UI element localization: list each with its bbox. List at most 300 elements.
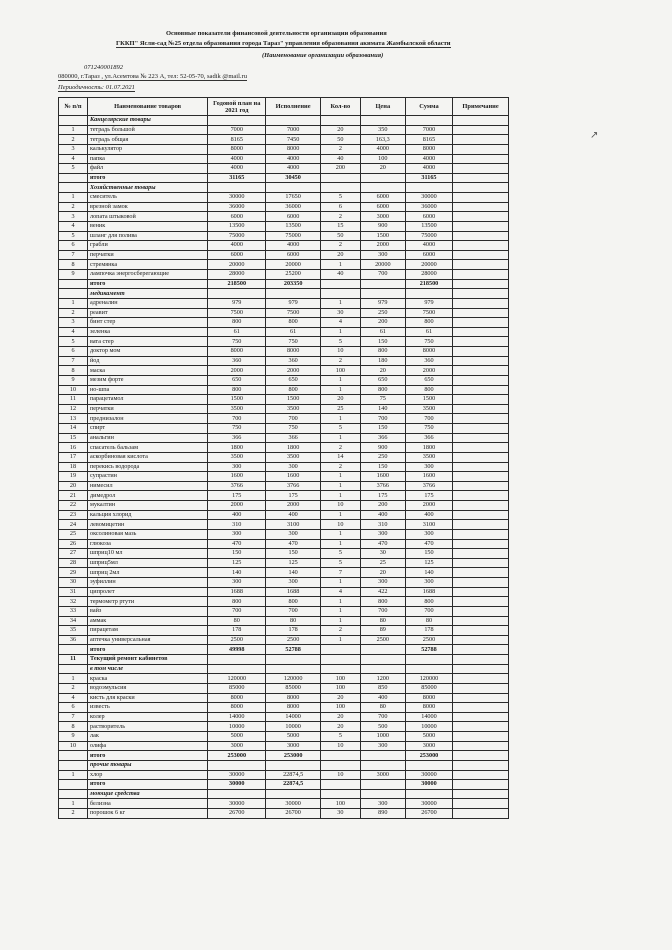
cell-plan: 218500 [208, 279, 266, 289]
cell-sum: 8165 [405, 135, 452, 145]
cell-plan: 30000 [208, 780, 266, 790]
table-row [59, 221, 509, 231]
cell-number: 9 [59, 375, 88, 385]
cell-name: смеситель [87, 193, 207, 203]
cell-price: 89 [360, 626, 405, 636]
table-row [59, 173, 509, 183]
cell-quantity: 1 [321, 375, 361, 385]
cell-plan: 360 [208, 356, 266, 366]
cell-execution: 30000 [266, 799, 321, 809]
cell-price: 200 [360, 318, 405, 328]
cell-note [453, 529, 509, 539]
cell-number: 1 [59, 674, 88, 684]
cell-quantity: 1 [321, 578, 361, 588]
cell-plan: 85000 [208, 683, 266, 693]
cell-price [360, 751, 405, 761]
org-name: ГККП" Ясли-сад №25 отдела образования города Тараз" управления образования акимата Жамбылской области [116, 40, 451, 47]
cell-price: 2000 [360, 241, 405, 251]
table-row [59, 385, 509, 395]
cell-sum: 4000 [405, 164, 452, 174]
table-row [59, 520, 509, 530]
cell-execution: 120000 [266, 674, 321, 684]
table-row [59, 260, 509, 270]
table-row [59, 741, 509, 751]
cell-note [453, 241, 509, 251]
cell-name: глюкоза [87, 539, 207, 549]
cell-execution: 150 [266, 549, 321, 559]
cell-plan: 178 [208, 626, 266, 636]
cell-plan: 650 [208, 375, 266, 385]
cell-name: перчатки [87, 250, 207, 260]
table-row [59, 193, 509, 203]
cell-sum: 6000 [405, 250, 452, 260]
cell-number: 30 [59, 578, 88, 588]
cell-name: вата стер [87, 337, 207, 347]
cell-execution: 6000 [266, 212, 321, 222]
cell-quantity: 1 [321, 529, 361, 539]
cell-execution: 5000 [266, 732, 321, 742]
cell-quantity [321, 780, 361, 790]
table-row [59, 539, 509, 549]
cell-price: 250 [360, 452, 405, 462]
cell-note [453, 472, 509, 482]
cell-execution: 800 [266, 597, 321, 607]
cell-price: 979 [360, 298, 405, 308]
cell-sum: 1800 [405, 443, 452, 453]
cell-number: 9 [59, 732, 88, 742]
cell-execution: 3000 [266, 741, 321, 751]
cell-number: 33 [59, 606, 88, 616]
cell-plan: 300 [208, 578, 266, 588]
cell-sum: 1600 [405, 472, 452, 482]
cell-plan [208, 655, 266, 665]
cell-name: в том числе [87, 664, 207, 674]
table-row [59, 327, 509, 337]
cell-execution: 650 [266, 375, 321, 385]
cell-execution: 2500 [266, 635, 321, 645]
cell-quantity [321, 645, 361, 655]
cell-sum [405, 183, 452, 193]
cell-quantity: 2 [321, 144, 361, 154]
cell-plan: 4000 [208, 241, 266, 251]
cell-number: 34 [59, 616, 88, 626]
cell-sum [405, 655, 452, 665]
cell-plan: 979 [208, 298, 266, 308]
table-row [59, 356, 509, 366]
cell-price: 150 [360, 462, 405, 472]
cell-name: тетрадь большой [87, 125, 207, 135]
cell-plan: 20000 [208, 260, 266, 270]
cell-number: 6 [59, 241, 88, 251]
cell-price [360, 760, 405, 770]
cell-execution: 125 [266, 558, 321, 568]
cell-quantity: 200 [321, 164, 361, 174]
cell-price: 1600 [360, 472, 405, 482]
cell-price: 80 [360, 616, 405, 626]
cell-quantity: 30 [321, 308, 361, 318]
cell-price: 700 [360, 270, 405, 280]
table-row [59, 751, 509, 761]
cell-price: 1500 [360, 231, 405, 241]
cell-plan: 2500 [208, 635, 266, 645]
cell-execution: 1800 [266, 443, 321, 453]
cell-number: 1 [59, 193, 88, 203]
cell-plan: 800 [208, 597, 266, 607]
cell-note [453, 135, 509, 145]
cell-sum: 140 [405, 568, 452, 578]
cell-plan: 8165 [208, 135, 266, 145]
cell-number: 5 [59, 231, 88, 241]
cell-execution: 300 [266, 578, 321, 588]
cell-sum: 80 [405, 616, 452, 626]
cell-plan: 75000 [208, 231, 266, 241]
cell-number: 3 [59, 212, 88, 222]
cell-sum: 5000 [405, 732, 452, 742]
col-header-name: Наименование товаров [87, 98, 207, 116]
cell-sum: 300 [405, 529, 452, 539]
cell-note [453, 587, 509, 597]
cell-quantity: 6 [321, 202, 361, 212]
cell-execution: 7000 [266, 125, 321, 135]
cell-quantity: 20 [321, 125, 361, 135]
cell-plan: 300 [208, 462, 266, 472]
cell-number [59, 289, 88, 299]
cell-name: Текущий ремонт кабинетов [87, 655, 207, 665]
cell-execution: 10000 [266, 722, 321, 732]
table-row [59, 770, 509, 780]
cell-plan: 366 [208, 433, 266, 443]
cell-name: шприц5мл [87, 558, 207, 568]
cell-quantity: 20 [321, 693, 361, 703]
cell-number: 8 [59, 722, 88, 732]
table-row [59, 645, 509, 655]
cell-sum: 6000 [405, 212, 452, 222]
cell-price: 650 [360, 375, 405, 385]
cell-price [360, 289, 405, 299]
cell-name: маска [87, 366, 207, 376]
cell-quantity: 50 [321, 231, 361, 241]
cell-number [59, 789, 88, 799]
col-header-execution: Исполнение [266, 98, 321, 116]
cell-plan: 28000 [208, 270, 266, 280]
cell-execution: 17650 [266, 193, 321, 203]
cell-number: 29 [59, 568, 88, 578]
cell-sum: 31165 [405, 173, 452, 183]
cell-quantity: 1 [321, 327, 361, 337]
cell-note [453, 279, 509, 289]
cell-execution: 8000 [266, 347, 321, 357]
cell-price: 850 [360, 683, 405, 693]
cell-quantity: 1 [321, 433, 361, 443]
cell-number [59, 183, 88, 193]
cell-note [453, 674, 509, 684]
cell-quantity: 40 [321, 154, 361, 164]
cell-price: 300 [360, 529, 405, 539]
cell-name: аммак [87, 616, 207, 626]
table-row [59, 481, 509, 491]
cell-plan: 1688 [208, 587, 266, 597]
cell-name: лампочка энергосберегающие [87, 270, 207, 280]
cell-execution: 13500 [266, 221, 321, 231]
cell-note [453, 732, 509, 742]
cell-price: 422 [360, 587, 405, 597]
cell-execution: 253000 [266, 751, 321, 761]
cell-quantity: 10 [321, 770, 361, 780]
cell-name: мукалтин [87, 501, 207, 511]
table-row [59, 183, 509, 193]
col-header-price: Цена [360, 98, 405, 116]
period-line: Периодичность: 01.07.2021 [58, 84, 135, 91]
cell-plan: 175 [208, 491, 266, 501]
cell-plan: 30000 [208, 193, 266, 203]
cell-plan: 8000 [208, 703, 266, 713]
cell-sum: 3766 [405, 481, 452, 491]
cell-number: 6 [59, 703, 88, 713]
cell-note [453, 703, 509, 713]
table-row [59, 270, 509, 280]
cell-execution: 14000 [266, 712, 321, 722]
table-row [59, 125, 509, 135]
cell-name: хлор [87, 770, 207, 780]
cell-note [453, 510, 509, 520]
cell-quantity: 5 [321, 732, 361, 742]
cell-quantity: 100 [321, 799, 361, 809]
cell-name: кальция хлорид [87, 510, 207, 520]
cell-note [453, 260, 509, 270]
cell-name: левомицетин [87, 520, 207, 530]
cell-execution: 400 [266, 510, 321, 520]
cell-sum: 218500 [405, 279, 452, 289]
cell-number: 24 [59, 520, 88, 530]
cell-number: 2 [59, 135, 88, 145]
cell-note [453, 395, 509, 405]
cell-price: 900 [360, 443, 405, 453]
cell-number: 5 [59, 337, 88, 347]
cell-quantity: 10 [321, 347, 361, 357]
cell-number [59, 780, 88, 790]
cell-number: 4 [59, 221, 88, 231]
cell-note [453, 616, 509, 626]
cell-note [453, 789, 509, 799]
cell-execution: 8000 [266, 703, 321, 713]
cell-quantity: 2 [321, 212, 361, 222]
cell-number: 7 [59, 712, 88, 722]
cell-note [453, 751, 509, 761]
cell-name: колер [87, 712, 207, 722]
cell-price: 900 [360, 221, 405, 231]
cell-execution: 750 [266, 424, 321, 434]
table-row [59, 703, 509, 713]
cell-price: 300 [360, 578, 405, 588]
col-header-plan: Годовой план на 2021 год [208, 98, 266, 116]
cell-sum: 470 [405, 539, 452, 549]
table-row [59, 250, 509, 260]
cell-price [360, 664, 405, 674]
cell-sum: 10000 [405, 722, 452, 732]
cell-quantity [321, 760, 361, 770]
cell-plan: 26700 [208, 809, 266, 819]
cell-number: 22 [59, 501, 88, 511]
cell-quantity: 5 [321, 558, 361, 568]
cell-sum: 700 [405, 414, 452, 424]
cell-number: 2 [59, 683, 88, 693]
cell-note [453, 693, 509, 703]
cell-price: 180 [360, 356, 405, 366]
cell-note [453, 578, 509, 588]
cell-plan: 750 [208, 337, 266, 347]
cell-execution: 700 [266, 414, 321, 424]
cell-quantity: 2 [321, 626, 361, 636]
cell-number: 2 [59, 308, 88, 318]
table-row [59, 404, 509, 414]
cell-number: 1 [59, 799, 88, 809]
cell-quantity: 10 [321, 501, 361, 511]
cell-quantity: 1 [321, 260, 361, 270]
cell-number: 21 [59, 491, 88, 501]
table-row [59, 510, 509, 520]
cell-sum: 700 [405, 606, 452, 616]
cell-price: 100 [360, 154, 405, 164]
cell-quantity: 1 [321, 616, 361, 626]
cell-execution: 300 [266, 462, 321, 472]
cell-note [453, 549, 509, 559]
cell-price: 350 [360, 125, 405, 135]
cell-number: 8 [59, 366, 88, 376]
cell-sum: 253000 [405, 751, 452, 761]
cell-number: 3 [59, 318, 88, 328]
cell-plan: 300 [208, 529, 266, 539]
table-row [59, 337, 509, 347]
cell-note [453, 501, 509, 511]
table-row [59, 780, 509, 790]
cell-execution [266, 655, 321, 665]
cell-quantity [321, 789, 361, 799]
cell-name: водоэмульсия [87, 683, 207, 693]
cell-price: 4000 [360, 144, 405, 154]
cell-quantity: 5 [321, 424, 361, 434]
cell-name: итого [87, 751, 207, 761]
cell-note [453, 424, 509, 434]
table-row [59, 318, 509, 328]
cell-execution: 175 [266, 491, 321, 501]
cell-note [453, 347, 509, 357]
cell-execution: 700 [266, 606, 321, 616]
cell-price [360, 183, 405, 193]
cell-quantity: 100 [321, 683, 361, 693]
cell-sum: 28000 [405, 270, 452, 280]
cell-price: 300 [360, 250, 405, 260]
cell-quantity: 10 [321, 520, 361, 530]
table-row [59, 529, 509, 539]
cell-plan: 3766 [208, 481, 266, 491]
cell-quantity [321, 116, 361, 126]
cell-sum: 8000 [405, 347, 452, 357]
cell-name: доктор мом [87, 347, 207, 357]
cell-plan: 1500 [208, 395, 266, 405]
cell-sum: 979 [405, 298, 452, 308]
table-row [59, 558, 509, 568]
cell-plan: 140 [208, 568, 266, 578]
table-row [59, 616, 509, 626]
cell-execution: 8000 [266, 693, 321, 703]
cell-note [453, 606, 509, 616]
cell-execution: 3100 [266, 520, 321, 530]
cell-quantity: 4 [321, 587, 361, 597]
cell-note [453, 212, 509, 222]
cell-number: 31 [59, 587, 88, 597]
cell-name: медикамент [87, 289, 207, 299]
cell-number [59, 279, 88, 289]
table-row [59, 674, 509, 684]
cell-name: нимесил [87, 481, 207, 491]
cell-note [453, 520, 509, 530]
cell-note [453, 770, 509, 780]
cell-name: известь [87, 703, 207, 713]
cell-price: 890 [360, 809, 405, 819]
cell-price: 20 [360, 568, 405, 578]
cell-execution: 360 [266, 356, 321, 366]
cell-price: 61 [360, 327, 405, 337]
cell-number: 2 [59, 202, 88, 212]
cell-number: 8 [59, 260, 88, 270]
cell-execution: 4000 [266, 241, 321, 251]
cell-plan [208, 664, 266, 674]
cell-sum: 400 [405, 510, 452, 520]
cell-name: Хозяйственные товары [87, 183, 207, 193]
cell-plan: 800 [208, 318, 266, 328]
cell-quantity: 1 [321, 597, 361, 607]
cell-execution: 979 [266, 298, 321, 308]
cell-price [360, 645, 405, 655]
cell-sum: 30000 [405, 780, 452, 790]
table-row [59, 164, 509, 174]
cell-number: 35 [59, 626, 88, 636]
cell-note [453, 193, 509, 203]
cell-note [453, 664, 509, 674]
cell-price: 30 [360, 549, 405, 559]
cell-name: лопата штыковой [87, 212, 207, 222]
table-row [59, 760, 509, 770]
cell-execution: 75000 [266, 231, 321, 241]
cell-sum [405, 116, 452, 126]
cell-number: 2 [59, 809, 88, 819]
cell-name: супрастин [87, 472, 207, 482]
cell-plan: 120000 [208, 674, 266, 684]
cell-plan [208, 183, 266, 193]
cell-note [453, 645, 509, 655]
cell-price: 150 [360, 424, 405, 434]
cell-quantity [321, 655, 361, 665]
cell-execution: 3500 [266, 452, 321, 462]
cell-number: 25 [59, 529, 88, 539]
table-row [59, 308, 509, 318]
table-row [59, 501, 509, 511]
table-row [59, 443, 509, 453]
table-row [59, 462, 509, 472]
table-row [59, 116, 509, 126]
cell-execution: 470 [266, 539, 321, 549]
finance-table [58, 97, 509, 819]
cell-name: папка [87, 154, 207, 164]
cell-execution: 26700 [266, 809, 321, 819]
cell-note [453, 337, 509, 347]
cell-number [59, 116, 88, 126]
cell-sum: 30000 [405, 799, 452, 809]
cell-name: пирацетам [87, 626, 207, 636]
cell-plan: 700 [208, 414, 266, 424]
cell-note [453, 356, 509, 366]
table-row [59, 395, 509, 405]
